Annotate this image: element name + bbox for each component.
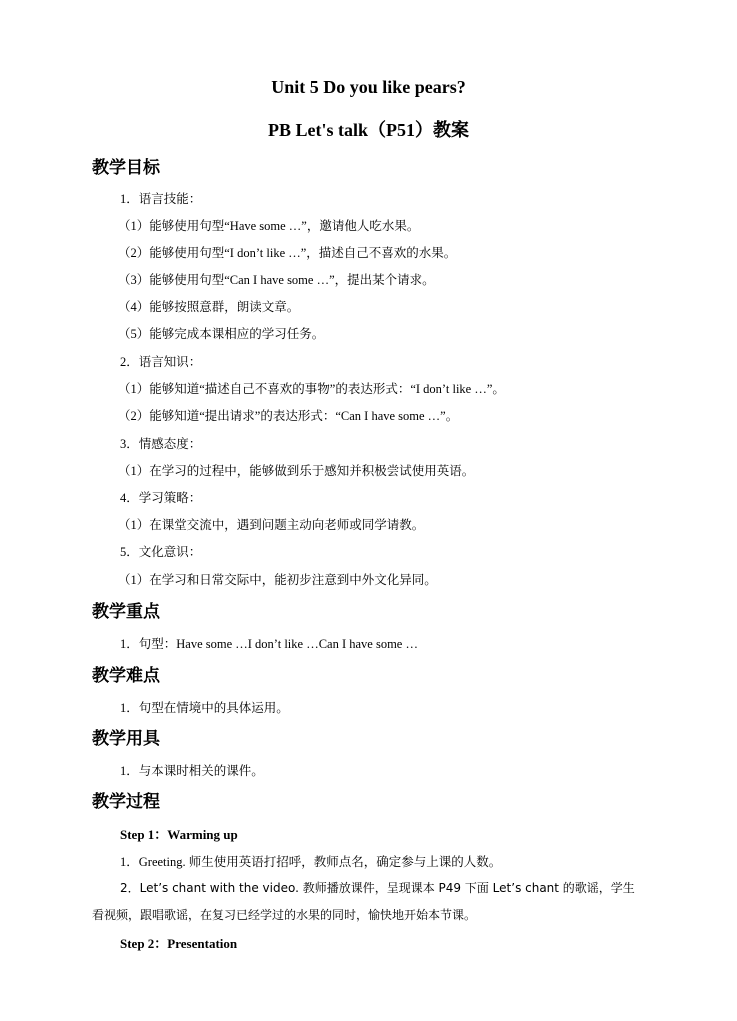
section-heading-tools: 教学用具 [92, 729, 160, 749]
objective-item: 4．学习策略： [120, 491, 202, 505]
process-paragraph: 2．Let’s chant with the video. 教师播放课件，呈现课本 P49 下面 Let’s chant 的歌谣，学生看视频，跟唱歌谣，在复习已经学过的水果的同时，愉快地开始本节课。 [92, 881, 635, 922]
objective-item: 3．情感态度： [120, 437, 202, 451]
difficulty-item: 1．句型在情境中的具体运用。 [120, 701, 289, 715]
document-title: Unit 5 Do you like pears? [271, 77, 466, 97]
objective-item: （1）在学习的过程中，能够做到乐于感知并积极尝试使用英语。 [118, 464, 475, 478]
objective-item: （2）能够知道“提出请求”的表达形式：“Can I have some …”。 [118, 409, 459, 423]
step-heading: Step 1：Warming up [120, 827, 238, 842]
objective-item: 1．语言技能： [120, 192, 202, 206]
section-heading-difficulties: 教学难点 [92, 666, 160, 686]
objective-item: （5）能够完成本课相应的学习任务。 [118, 327, 325, 341]
objective-item: （3）能够使用句型“Can I have some …”，提出某个请求。 [118, 273, 435, 287]
objective-item: （2）能够使用句型“I don’t like …”，描述自己不喜欢的水果。 [118, 246, 457, 260]
step-heading: Step 2：Presentation [120, 936, 238, 951]
document-subtitle: PB Let's talk（P51）教案 [268, 120, 469, 140]
process-item: 1．Greeting. 师生使用英语打招呼，教师点名，确定参与上课的人数。 [120, 855, 502, 869]
objective-item: 5．文化意识： [120, 545, 202, 559]
key-point-item: 1．句型：Have some …I don’t like …Can I have some … [120, 637, 418, 651]
objective-item: （4）能够按照意群，朗读文章。 [118, 300, 300, 314]
objective-item: 2．语言知识： [120, 355, 202, 369]
objective-item: （1）在课堂交流中，遇到问题主动向老师或同学请教。 [118, 518, 425, 532]
objective-item: （1）在学习和日常交际中，能初步注意到中外文化异同。 [118, 573, 437, 587]
objective-item: （1）能够知道“描述自己不喜欢的事物”的表达形式：“I don’t like …”。 [118, 382, 505, 396]
tool-item: 1．与本课时相关的课件。 [120, 764, 264, 778]
objective-item: （1）能够使用句型“Have some …”，邀请他人吃水果。 [118, 219, 420, 233]
section-heading-key-points: 教学重点 [92, 602, 160, 622]
section-heading-process: 教学过程 [92, 792, 160, 812]
section-heading-objectives: 教学目标 [92, 158, 160, 178]
